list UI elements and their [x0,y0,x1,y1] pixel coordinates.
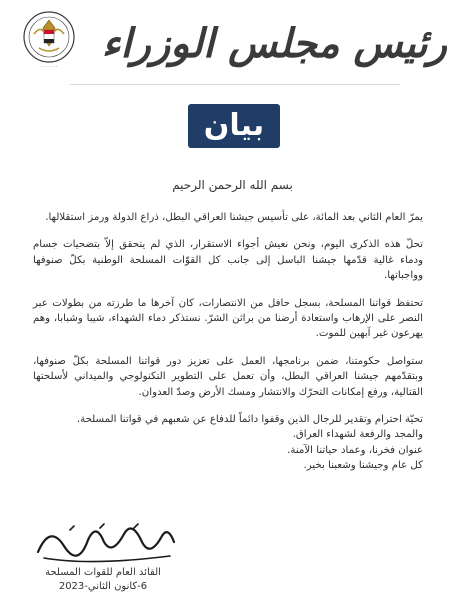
paragraph: يمرّ العام الثاني بعد المائة، على تأسيس جيشنا العراقي البطل، ذراع الدولة ورمز استقلالها. [45,212,423,223]
header-divider [70,84,400,85]
closing-block [33,412,423,474]
closing-line: عنوان فخرنا، وعماد حياتنا الآمنة. [287,444,423,456]
statement-body [33,210,423,474]
signature-title: القائد العام للقوات المسلحة [45,567,161,578]
banner-title: بيان [203,108,265,143]
svg-text:· · · · · · ·: · · · · · · · [40,64,58,69]
header-title: رئيس مجلس الوزراء [101,20,447,67]
closing-line: والمجد والرفعة لشهداء العراق. [292,429,423,441]
signature-image [30,512,180,568]
paragraph: تحلّ هذه الذكرى اليوم، ونحن نعيش أجواء الاستقرار، الذي لم يتحقق إلاّ بتضحيات جسام ودماء غالية قدّمها جيشنا الباسل إلى جانب كل القوّات المسلحة الوطنية بكلّ صنوفها وواجباتها. [33,239,423,282]
closing-line: تحيّة احترام وتقدير للرجال الذين وقفوا دائماً للدفاع عن شعبهم في قواتنا المسلحة. [76,414,423,426]
paragraph: ستواصل حكومتنا، ضمن برنامجها، العمل على تعزيز دور قواتنا المسلحة بكلّ صنوفها، وبتقدّمهم جيشنا العراقي البطل، وأن تعمل على التطوير التكنولوجي والميداني لأسلحتها القتالية، ورفع إمكانات التحرّك والانتشار ومسك الأرض وصدّ العدوان. [33,355,423,398]
signature-date: 6-كانون الثاني-2023 [58,581,148,592]
basmala: بسم الله الرحمن الرحيم [172,178,293,192]
iraq-coat-of-arms-icon [22,10,76,72]
paragraph: تحتفظ قواتنا المسلحة، بسجل حافل من الانتصارات، كان آخرها ما طرزته من بطولات عبر النصر على الإرهاب واستعادة أرضنا من براثن الشرّ. نستذكر دماء الشهداء، شيبا وشبابا، وهم يهرعون غير آبهين للموت. [33,297,423,340]
closing-line: كل عام وجيشنا وشعبنا بخير. [303,460,423,472]
statement-banner [188,104,280,148]
